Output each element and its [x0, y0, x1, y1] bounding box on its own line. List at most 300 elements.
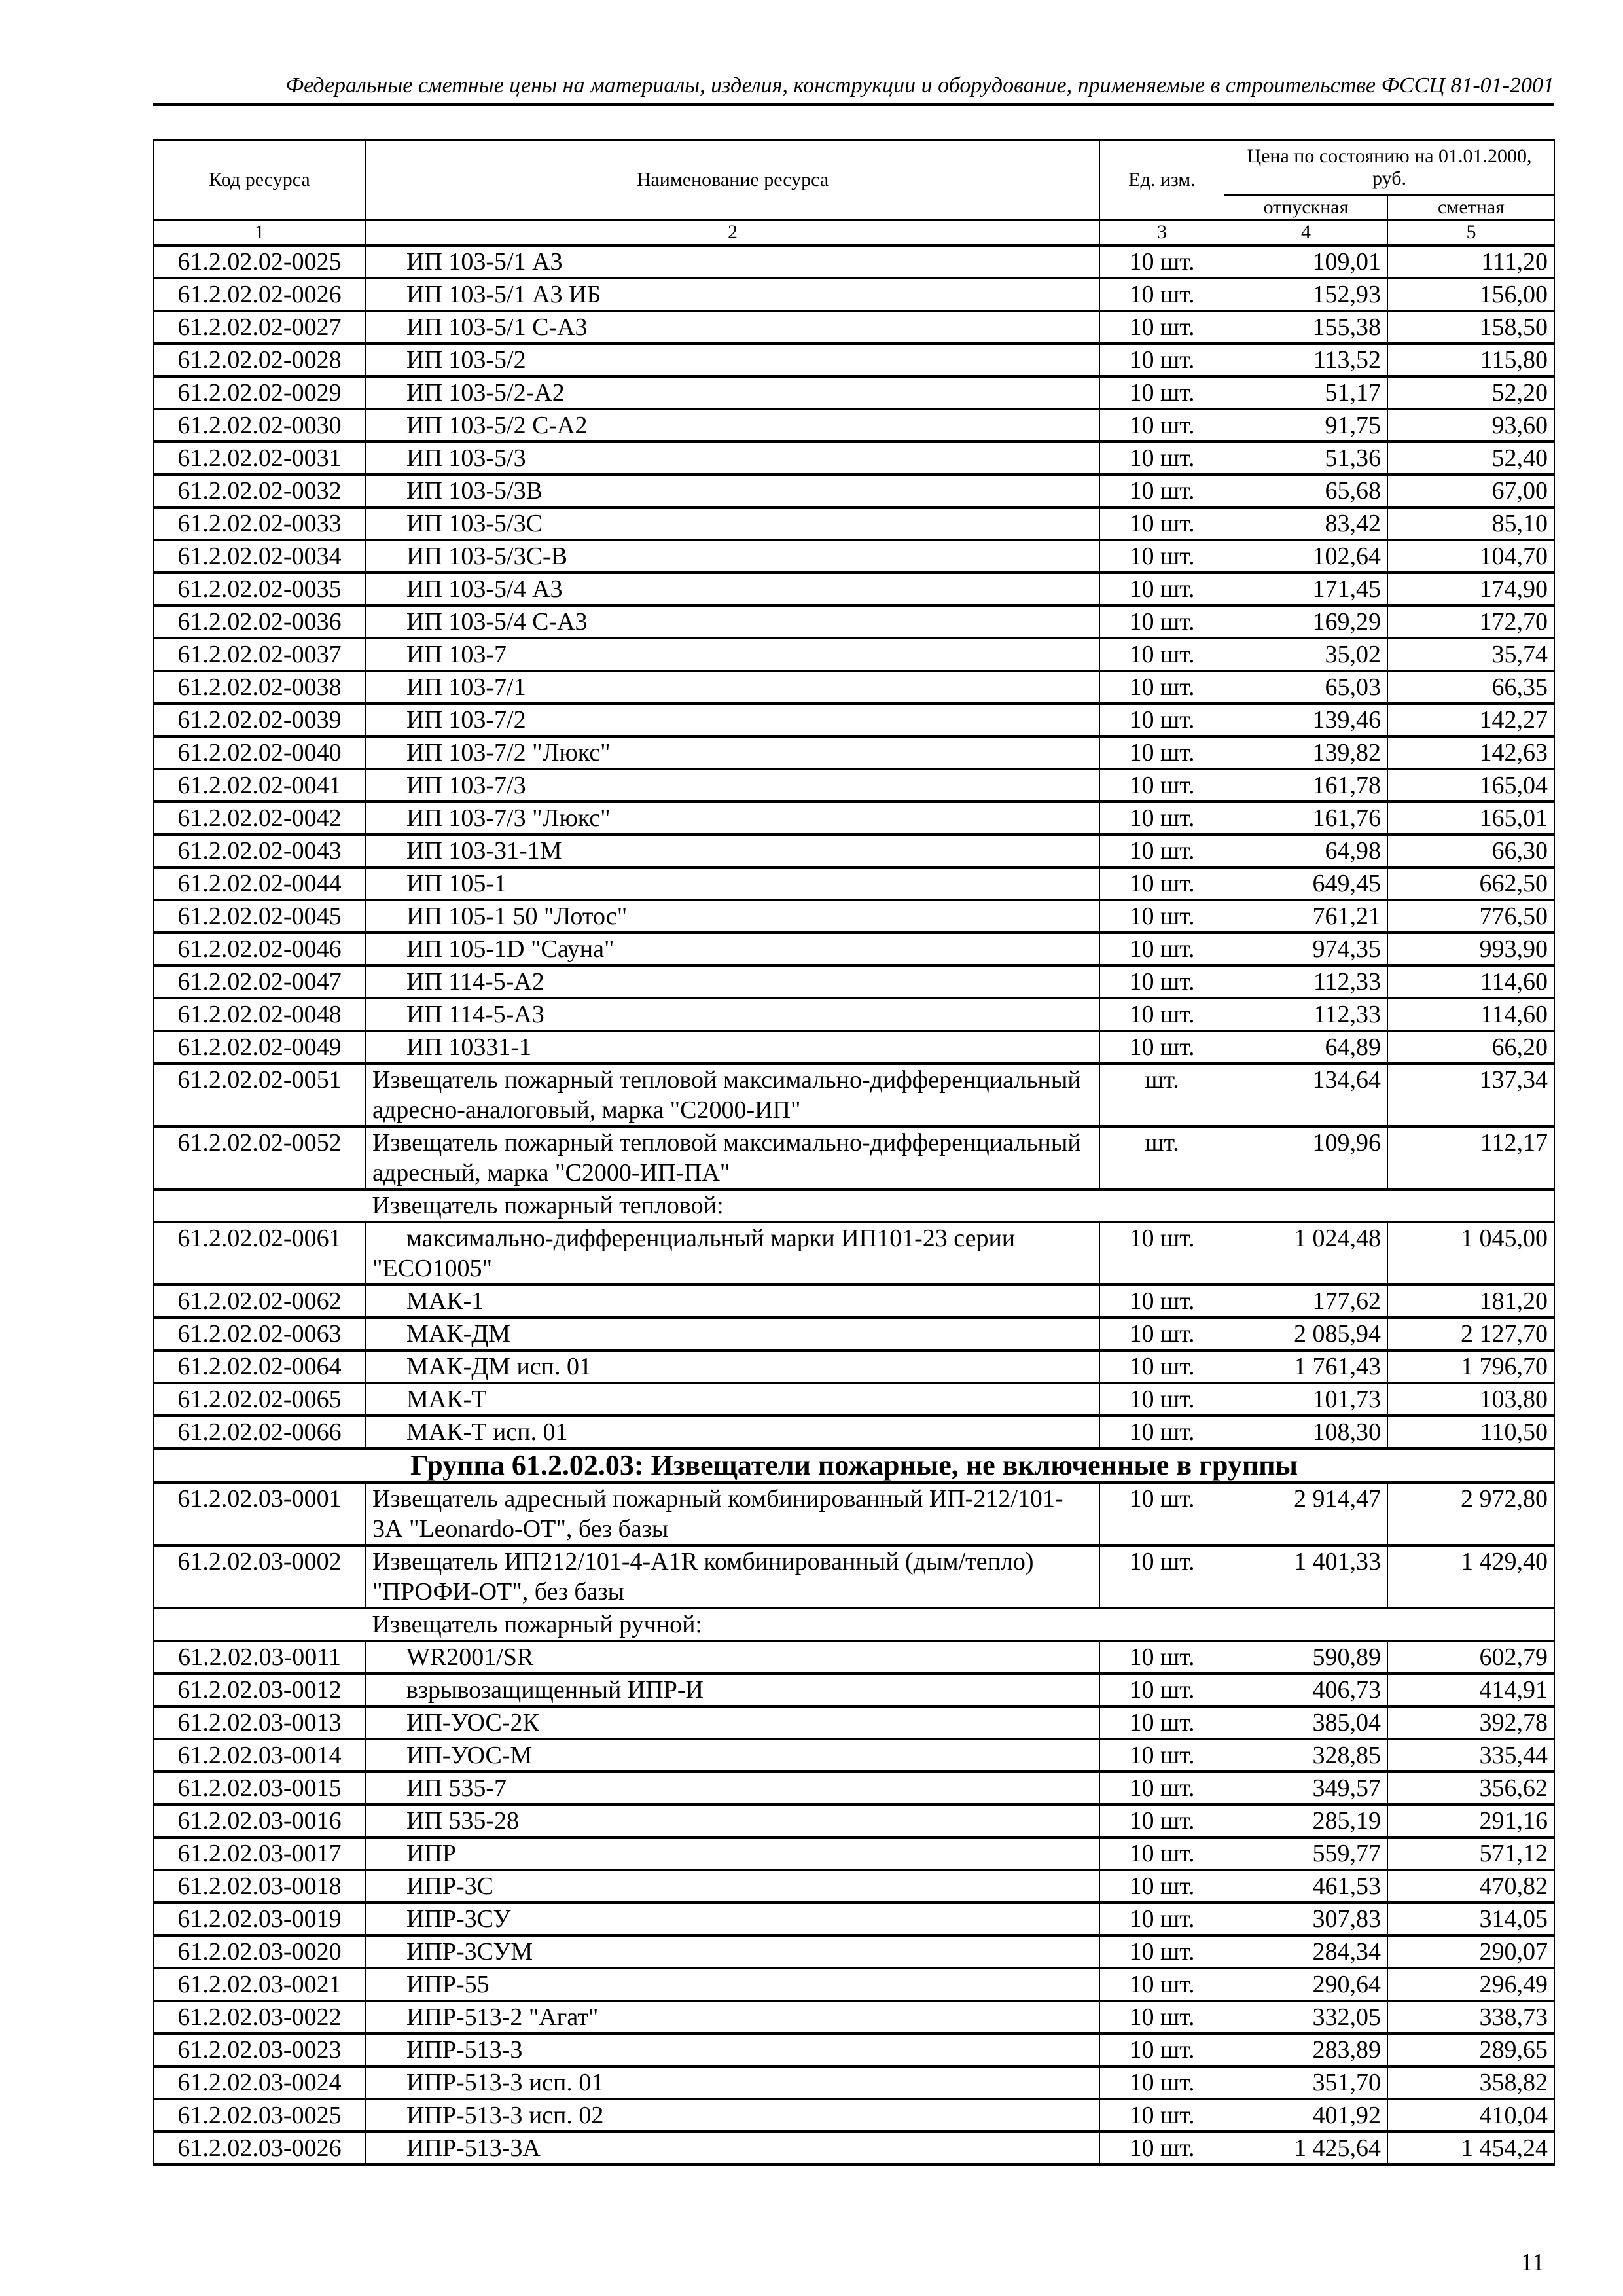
unit-of-measure: 10 шт.: [1100, 769, 1224, 802]
resource-code: 61.2.02.02-0028: [154, 344, 366, 376]
resource-name: ИПР-513-3 исп. 01: [366, 2066, 1100, 2099]
table-row: [154, 1674, 1555, 1706]
release-price: 109,01: [1224, 245, 1388, 278]
resource-name: ИП 105-1 50 "Лотос": [366, 900, 1100, 933]
resource-code: 61.2.02.03-0013: [154, 1706, 366, 1739]
table-row: [154, 442, 1555, 475]
resource-name: ИП 103-5/2 С-А2: [366, 409, 1100, 442]
resource-name: WR2001/SR: [366, 1641, 1100, 1674]
header-price-release: отпускная: [1224, 195, 1388, 220]
estimate-price: 290,07: [1388, 1935, 1555, 1968]
resource-name: ИП 103-5/3С-В: [366, 540, 1100, 573]
estimate-price: 662,50: [1388, 867, 1555, 900]
resource-name: ИП 103-5/3В: [366, 475, 1100, 507]
release-price: 328,85: [1224, 1739, 1388, 1772]
estimate-price: 1 454,24: [1388, 2132, 1555, 2164]
resource-name: максимально-дифференциальный марки ИП101-23 серии "ECO1005": [366, 1222, 1100, 1285]
estimate-price: 115,80: [1388, 344, 1555, 376]
table-row: [154, 1482, 1555, 1545]
resource-name: ИПР-3СУ: [366, 1903, 1100, 1935]
unit-of-measure: 10 шт.: [1100, 1031, 1224, 1064]
estimate-price: 414,91: [1388, 1674, 1555, 1706]
estimate-price: 103,80: [1388, 1383, 1555, 1416]
resource-code: 61.2.02.03-0026: [154, 2132, 366, 2164]
resource-name: ИП 103-5/4 С-А3: [366, 605, 1100, 638]
estimate-price: 993,90: [1388, 933, 1555, 965]
release-price: 91,75: [1224, 409, 1388, 442]
resource-name: ИП 103-5/3: [366, 442, 1100, 475]
resource-name: ИПР-513-3: [366, 2034, 1100, 2066]
estimate-price: 291,16: [1388, 1804, 1555, 1837]
release-price: 109,96: [1224, 1126, 1388, 1189]
unit-of-measure: 10 шт.: [1100, 442, 1224, 475]
unit-of-measure: 10 шт.: [1100, 1968, 1224, 2001]
resource-name: ИП 105-1D "Сауна": [366, 933, 1100, 965]
resource-name: ИП 114-5-А2: [366, 965, 1100, 998]
unit-of-measure: 10 шт.: [1100, 311, 1224, 344]
unit-of-measure: 10 шт.: [1100, 638, 1224, 671]
resource-code: 61.2.02.02-0030: [154, 409, 366, 442]
unit-of-measure: 10 шт.: [1100, 573, 1224, 605]
unit-of-measure: 10 шт.: [1100, 344, 1224, 376]
table-row: [154, 900, 1555, 933]
resource-code: 61.2.02.03-0019: [154, 1903, 366, 1935]
release-price: 351,70: [1224, 2066, 1388, 2099]
resource-code: 61.2.02.03-0012: [154, 1674, 366, 1706]
release-price: 134,64: [1224, 1064, 1388, 1126]
unit-of-measure: 10 шт.: [1100, 1318, 1224, 1350]
release-price: 283,89: [1224, 2034, 1388, 2066]
release-price: 290,64: [1224, 1968, 1388, 2001]
subheader-row: [154, 1189, 1555, 1222]
table-row: [154, 834, 1555, 867]
resource-code: 61.2.02.02-0047: [154, 965, 366, 998]
release-price: 761,21: [1224, 900, 1388, 933]
unit-of-measure: 10 шт.: [1100, 605, 1224, 638]
table-row: [154, 867, 1555, 900]
resource-name: ИПР-513-3А: [366, 2132, 1100, 2164]
table-row: [154, 704, 1555, 736]
resource-name: ИП 105-1: [366, 867, 1100, 900]
release-price: 401,92: [1224, 2099, 1388, 2132]
estimate-price: 296,49: [1388, 1968, 1555, 2001]
resource-name: ИП 535-7: [366, 1772, 1100, 1804]
table-row: [154, 1739, 1555, 1772]
unit-of-measure: 10 шт.: [1100, 1350, 1224, 1383]
estimate-price: 93,60: [1388, 409, 1555, 442]
unit-of-measure: 10 шт.: [1100, 2132, 1224, 2164]
release-price: 284,34: [1224, 1935, 1388, 1968]
subheader-empty-cell: [1388, 1189, 1555, 1222]
unit-of-measure: 10 шт.: [1100, 1641, 1224, 1674]
resource-code: 61.2.02.02-0040: [154, 736, 366, 769]
resource-code: 61.2.02.03-0018: [154, 1870, 366, 1903]
resource-code: 61.2.02.02-0034: [154, 540, 366, 573]
resource-name: ИПР: [366, 1837, 1100, 1870]
release-price: 101,73: [1224, 1383, 1388, 1416]
release-price: 161,78: [1224, 769, 1388, 802]
table-row: [154, 965, 1555, 998]
estimate-price: 172,70: [1388, 605, 1555, 638]
resource-code: 61.2.02.02-0025: [154, 245, 366, 278]
resource-code: 61.2.02.03-0021: [154, 1968, 366, 2001]
table-row: [154, 2132, 1555, 2164]
resource-code: 61.2.02.02-0032: [154, 475, 366, 507]
estimate-price: 602,79: [1388, 1641, 1555, 1674]
unit-of-measure: 10 шт.: [1100, 1482, 1224, 1545]
resource-name: ИП 114-5-А3: [366, 998, 1100, 1031]
header-code: Код ресурса: [154, 140, 366, 220]
resource-name: МАК-Т исп. 01: [366, 1416, 1100, 1448]
unit-of-measure: 10 шт.: [1100, 540, 1224, 573]
unit-of-measure: 10 шт.: [1100, 704, 1224, 736]
resource-name: ИП 535-28: [366, 1804, 1100, 1837]
table-row: [154, 1350, 1555, 1383]
unit-of-measure: 10 шт.: [1100, 1903, 1224, 1935]
table-row: [154, 605, 1555, 638]
resource-name: взрывозащищенный ИПР-И: [366, 1674, 1100, 1706]
resource-code: 61.2.02.03-0022: [154, 2001, 366, 2034]
resource-name: ИП 103-5/2: [366, 344, 1100, 376]
resource-code: 61.2.02.02-0031: [154, 442, 366, 475]
release-price: 590,89: [1224, 1641, 1388, 1674]
resource-code: 61.2.02.02-0063: [154, 1318, 366, 1350]
header-price-estimate: сметная: [1388, 195, 1555, 220]
release-price: 559,77: [1224, 1837, 1388, 1870]
table-row: [154, 1706, 1555, 1739]
release-price: 1 425,64: [1224, 2132, 1388, 2164]
estimate-price: 66,20: [1388, 1031, 1555, 1064]
estimate-price: 158,50: [1388, 311, 1555, 344]
unit-of-measure: 10 шт.: [1100, 1804, 1224, 1837]
unit-of-measure: 10 шт.: [1100, 2034, 1224, 2066]
table-row: [154, 1545, 1555, 1608]
resource-code: 61.2.02.02-0062: [154, 1285, 366, 1318]
table-row: [154, 1064, 1555, 1126]
subheader-title: Извещатель пожарный тепловой:: [366, 1189, 1388, 1222]
table-row: [154, 933, 1555, 965]
resource-code: 61.2.02.02-0049: [154, 1031, 366, 1064]
resource-code: 61.2.02.03-0020: [154, 1935, 366, 1968]
estimate-price: 67,00: [1388, 475, 1555, 507]
subheader-empty-cell: [1388, 1608, 1555, 1641]
unit-of-measure: 10 шт.: [1100, 409, 1224, 442]
subheader-code-cell: [154, 1608, 366, 1641]
release-price: 65,03: [1224, 671, 1388, 704]
resource-code: 61.2.02.03-0024: [154, 2066, 366, 2099]
estimate-price: 104,70: [1388, 540, 1555, 573]
column-number: 1: [154, 220, 366, 245]
release-price: 35,02: [1224, 638, 1388, 671]
resource-name: ИП 103-7/1: [366, 671, 1100, 704]
resource-name: ИП 103-7: [366, 638, 1100, 671]
estimate-price: 338,73: [1388, 2001, 1555, 2034]
release-price: 139,46: [1224, 704, 1388, 736]
header-rule: [153, 103, 1554, 106]
resource-code: 61.2.02.03-0025: [154, 2099, 366, 2132]
estimate-price: 314,05: [1388, 1903, 1555, 1935]
unit-of-measure: 10 шт.: [1100, 1837, 1224, 1870]
resource-name: ИП 103-31-1М: [366, 834, 1100, 867]
unit-of-measure: 10 шт.: [1100, 2099, 1224, 2132]
resource-name: ИП 10331-1: [366, 1031, 1100, 1064]
column-number: 3: [1100, 220, 1224, 245]
unit-of-measure: 10 шт.: [1100, 671, 1224, 704]
estimate-price: 571,12: [1388, 1837, 1555, 1870]
unit-of-measure: 10 шт.: [1100, 245, 1224, 278]
table-row: [154, 1903, 1555, 1935]
unit-of-measure: 10 шт.: [1100, 1935, 1224, 1968]
header-unit: Ед. изм.: [1100, 140, 1224, 220]
resource-code: 61.2.02.02-0045: [154, 900, 366, 933]
release-price: 112,33: [1224, 998, 1388, 1031]
table-body: [154, 245, 1555, 2164]
release-price: 83,42: [1224, 507, 1388, 540]
resource-name: МАК-ДМ исп. 01: [366, 1350, 1100, 1383]
unit-of-measure: 10 шт.: [1100, 475, 1224, 507]
estimate-price: 114,60: [1388, 998, 1555, 1031]
estimate-price: 2 972,80: [1388, 1482, 1555, 1545]
group-title: Группа 61.2.02.03: Извещатели пожарные, не включенные в группы: [154, 1448, 1555, 1482]
resource-name: ИП-УОС-М: [366, 1739, 1100, 1772]
estimate-price: 85,10: [1388, 507, 1555, 540]
resource-code: 61.2.02.02-0033: [154, 507, 366, 540]
table-row: [154, 344, 1555, 376]
resource-code: 61.2.02.02-0038: [154, 671, 366, 704]
release-price: 64,89: [1224, 1031, 1388, 1064]
release-price: 332,05: [1224, 2001, 1388, 2034]
resource-code: 61.2.02.02-0041: [154, 769, 366, 802]
unit-of-measure: 10 шт.: [1100, 1870, 1224, 1903]
table-row: [154, 1837, 1555, 1870]
unit-of-measure: 10 шт.: [1100, 998, 1224, 1031]
page-number: 11: [1520, 2249, 1544, 2276]
unit-of-measure: 10 шт.: [1100, 507, 1224, 540]
table-row: [154, 998, 1555, 1031]
resource-name: ИП 103-7/2 "Люкс": [366, 736, 1100, 769]
table-row: [154, 1804, 1555, 1837]
table-row: [154, 278, 1555, 311]
estimate-price: 392,78: [1388, 1706, 1555, 1739]
header-price-group: Цена по состоянию на 01.01.2000, руб.: [1224, 140, 1555, 195]
release-price: 64,98: [1224, 834, 1388, 867]
unit-of-measure: 10 шт.: [1100, 2066, 1224, 2099]
estimate-price: 356,62: [1388, 1772, 1555, 1804]
estimate-price: 111,20: [1388, 245, 1555, 278]
resource-code: 61.2.02.02-0046: [154, 933, 366, 965]
release-price: 108,30: [1224, 1416, 1388, 1448]
estimate-price: 335,44: [1388, 1739, 1555, 1772]
resource-code: 61.2.02.02-0029: [154, 376, 366, 409]
unit-of-measure: 10 шт.: [1100, 1674, 1224, 1706]
table-row: [154, 409, 1555, 442]
estimate-price: 1 429,40: [1388, 1545, 1555, 1608]
table-row: [154, 2099, 1555, 2132]
resource-code: 61.2.02.02-0064: [154, 1350, 366, 1383]
resource-code: 61.2.02.02-0026: [154, 278, 366, 311]
unit-of-measure: 10 шт.: [1100, 1416, 1224, 1448]
resource-name: ИПР-513-3 исп. 02: [366, 2099, 1100, 2132]
table-row: [154, 1641, 1555, 1674]
resource-name: ИП 103-7/3 "Люкс": [366, 802, 1100, 834]
resource-name: ИП 103-5/1 А3: [366, 245, 1100, 278]
table-row: [154, 540, 1555, 573]
resource-name: МАК-Т: [366, 1383, 1100, 1416]
table-row: [154, 736, 1555, 769]
resource-code: 61.2.02.02-0036: [154, 605, 366, 638]
unit-of-measure: 10 шт.: [1100, 1285, 1224, 1318]
table-row: [154, 2066, 1555, 2099]
resource-code: 61.2.02.02-0042: [154, 802, 366, 834]
estimate-price: 174,90: [1388, 573, 1555, 605]
resource-code: 61.2.02.02-0037: [154, 638, 366, 671]
estimate-price: 1 045,00: [1388, 1222, 1555, 1285]
release-price: 102,64: [1224, 540, 1388, 573]
resource-name: ИП-УОС-2К: [366, 1706, 1100, 1739]
table-row: [154, 1031, 1555, 1064]
resource-name: ИП 103-5/4 А3: [366, 573, 1100, 605]
release-price: 177,62: [1224, 1285, 1388, 1318]
release-price: 285,19: [1224, 1804, 1388, 1837]
table-row: [154, 245, 1555, 278]
release-price: 349,57: [1224, 1772, 1388, 1804]
table-row: [154, 311, 1555, 344]
unit-of-measure: шт.: [1100, 1064, 1224, 1126]
estimate-price: 52,20: [1388, 376, 1555, 409]
release-price: 307,83: [1224, 1903, 1388, 1935]
resource-code: 61.2.02.03-0011: [154, 1641, 366, 1674]
column-number: 2: [366, 220, 1100, 245]
resource-name: ИП 103-5/1 А3 ИБ: [366, 278, 1100, 311]
resource-code: 61.2.02.03-0017: [154, 1837, 366, 1870]
unit-of-measure: 10 шт.: [1100, 1739, 1224, 1772]
estimate-price: 114,60: [1388, 965, 1555, 998]
table-row: [154, 2001, 1555, 2034]
resource-name: Извещатель ИП212/101-4-A1R комбинированный (дым/тепло) "ПРОФИ-ОТ", без базы: [366, 1545, 1100, 1608]
estimate-price: 66,30: [1388, 834, 1555, 867]
estimate-price: 137,34: [1388, 1064, 1555, 1126]
resource-code: 61.2.02.03-0016: [154, 1804, 366, 1837]
estimate-price: 142,63: [1388, 736, 1555, 769]
estimate-price: 165,04: [1388, 769, 1555, 802]
estimate-price: 181,20: [1388, 1285, 1555, 1318]
table-row: [154, 475, 1555, 507]
table-row: [154, 1126, 1555, 1189]
unit-of-measure: 10 шт.: [1100, 1545, 1224, 1608]
unit-of-measure: 10 шт.: [1100, 736, 1224, 769]
resource-name: Извещатель адресный пожарный комбинированный ИП-212/101- 3А "Leonardo-ОТ", без базы: [366, 1482, 1100, 1545]
resource-name: ИП 103-5/1 С-А3: [366, 311, 1100, 344]
release-price: 113,52: [1224, 344, 1388, 376]
resource-name: ИПР-55: [366, 1968, 1100, 2001]
subheader-row: [154, 1608, 1555, 1641]
release-price: 385,04: [1224, 1706, 1388, 1739]
resource-code: 61.2.02.02-0065: [154, 1383, 366, 1416]
table-row: [154, 1772, 1555, 1804]
table-row: [154, 1383, 1555, 1416]
table-row: [154, 573, 1555, 605]
unit-of-measure: 10 шт.: [1100, 2001, 1224, 2034]
resource-name: ИП 103-7/2: [366, 704, 1100, 736]
estimate-price: 470,82: [1388, 1870, 1555, 1903]
resource-code: 61.2.02.02-0039: [154, 704, 366, 736]
resource-code: 61.2.02.02-0048: [154, 998, 366, 1031]
estimate-price: 156,00: [1388, 278, 1555, 311]
unit-of-measure: 10 шт.: [1100, 278, 1224, 311]
release-price: 171,45: [1224, 573, 1388, 605]
resource-code: 61.2.02.02-0061: [154, 1222, 366, 1285]
unit-of-measure: 10 шт.: [1100, 965, 1224, 998]
release-price: 1 024,48: [1224, 1222, 1388, 1285]
subheader-title: Извещатель пожарный ручной:: [366, 1608, 1388, 1641]
column-number: 4: [1224, 220, 1388, 245]
estimate-price: 289,65: [1388, 2034, 1555, 2066]
resource-code: 61.2.02.03-0002: [154, 1545, 366, 1608]
unit-of-measure: 10 шт.: [1100, 834, 1224, 867]
table-row: [154, 638, 1555, 671]
estimate-price: 112,17: [1388, 1126, 1555, 1189]
release-price: 974,35: [1224, 933, 1388, 965]
unit-of-measure: 10 шт.: [1100, 867, 1224, 900]
resource-code: 61.2.02.03-0015: [154, 1772, 366, 1804]
resource-code: 61.2.02.03-0014: [154, 1739, 366, 1772]
unit-of-measure: 10 шт.: [1100, 933, 1224, 965]
resource-code: 61.2.02.02-0035: [154, 573, 366, 605]
resource-code: 61.2.02.02-0044: [154, 867, 366, 900]
resource-name: ИП 103-5/3С: [366, 507, 1100, 540]
estimate-price: 410,04: [1388, 2099, 1555, 2132]
unit-of-measure: 10 шт.: [1100, 1383, 1224, 1416]
resource-code: 61.2.02.02-0051: [154, 1064, 366, 1126]
table-row: [154, 1318, 1555, 1350]
release-price: 65,68: [1224, 475, 1388, 507]
estimate-price: 35,74: [1388, 638, 1555, 671]
table-row: [154, 1416, 1555, 1448]
unit-of-measure: 10 шт.: [1100, 1706, 1224, 1739]
running-header: Федеральные сметные цены на материалы, изделия, конструкции и оборудование, применяемые в строительстве ФССЦ 81-01-2001: [285, 73, 1554, 98]
resource-name: Извещатель пожарный тепловой максимально-дифференциальный адресно-аналоговый, марка "С2000-ИП": [366, 1064, 1100, 1126]
unit-of-measure: 10 шт.: [1100, 376, 1224, 409]
estimate-price: 142,27: [1388, 704, 1555, 736]
resource-name: Извещатель пожарный тепловой максимально-дифференциальный адресный, марка "С2000-ИП-ПА": [366, 1126, 1100, 1189]
release-price: 1 761,43: [1224, 1350, 1388, 1383]
resource-name: ИПР-3СУМ: [366, 1935, 1100, 1968]
estimate-price: 110,50: [1388, 1416, 1555, 1448]
table-row: [154, 376, 1555, 409]
resource-name: ИПР-513-2 "Агат": [366, 2001, 1100, 2034]
table-row: [154, 1870, 1555, 1903]
release-price: 406,73: [1224, 1674, 1388, 1706]
estimate-price: 52,40: [1388, 442, 1555, 475]
table-row: [154, 769, 1555, 802]
table-row: [154, 2034, 1555, 2066]
estimate-price: 2 127,70: [1388, 1318, 1555, 1350]
unit-of-measure: 10 шт.: [1100, 900, 1224, 933]
resource-name: ИП 103-5/2-А2: [366, 376, 1100, 409]
estimate-price: 1 796,70: [1388, 1350, 1555, 1383]
estimate-price: 358,82: [1388, 2066, 1555, 2099]
table-row: [154, 1968, 1555, 2001]
unit-of-measure: 10 шт.: [1100, 1772, 1224, 1804]
table-row: [154, 1285, 1555, 1318]
resource-name: ИПР-3С: [366, 1870, 1100, 1903]
resource-code: 61.2.02.03-0023: [154, 2034, 366, 2066]
release-price: 2 914,47: [1224, 1482, 1388, 1545]
unit-of-measure: 10 шт.: [1100, 802, 1224, 834]
resource-name: ИП 103-7/3: [366, 769, 1100, 802]
table-row: [154, 507, 1555, 540]
release-price: 1 401,33: [1224, 1545, 1388, 1608]
